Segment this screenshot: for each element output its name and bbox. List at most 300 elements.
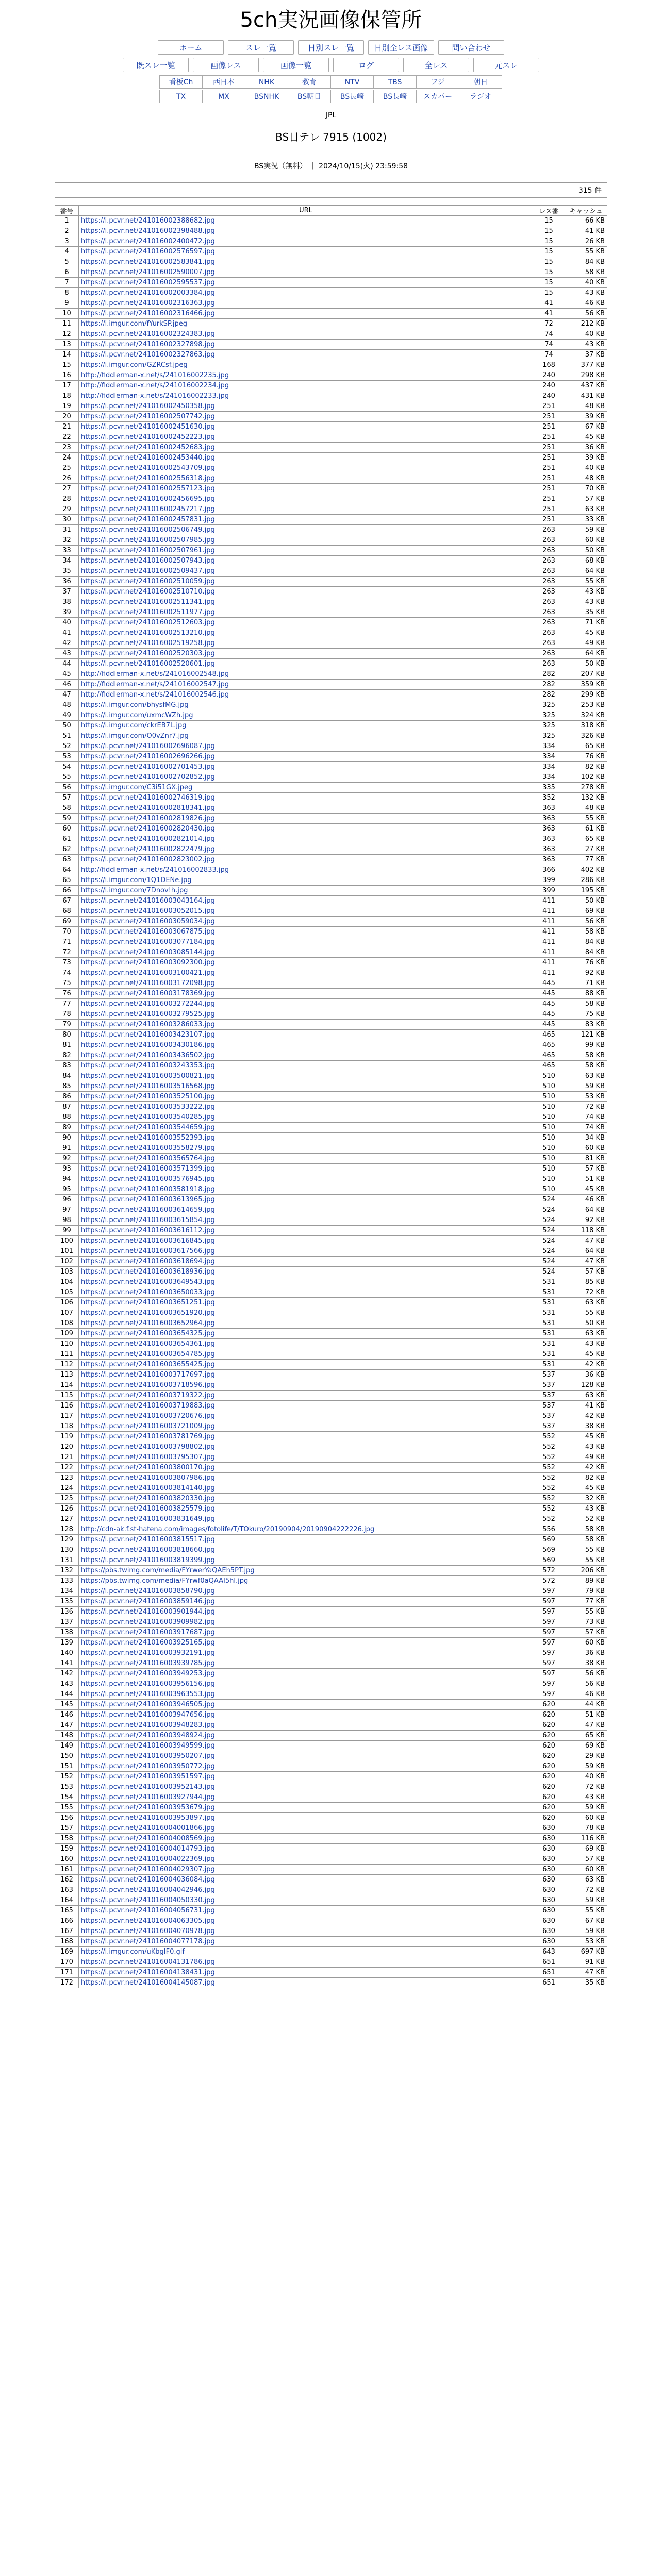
- row-cache-size: 58 KB: [565, 267, 607, 278]
- image-link[interactable]: https://i.pcvr.net/241016003565764.jpg: [81, 1155, 215, 1162]
- table-row: [55, 515, 607, 525]
- row-cache-size: 431 KB: [565, 391, 607, 401]
- image-link[interactable]: https://i.pcvr.net/241016003067875.jpg: [81, 928, 215, 936]
- channel-button-2-2[interactable]: BSNHK: [245, 90, 288, 103]
- image-link[interactable]: https://i.pcvr.net/241016003430186.jpg: [81, 1041, 215, 1049]
- image-link[interactable]: https://i.pcvr.net/241016003795307.jpg: [81, 1453, 215, 1461]
- image-link[interactable]: https://i.pcvr.net/241016003436502.jpg: [81, 1052, 215, 1059]
- row-cache-size: 60 KB: [565, 535, 607, 546]
- image-link[interactable]: https://i.imgur.com/GZRCsf.jpeg: [81, 361, 188, 369]
- image-link[interactable]: http://fiddlerman-x.net/s/241016002833.jpg: [81, 866, 229, 874]
- table-row: [55, 381, 607, 391]
- row-res-number: 251: [533, 484, 565, 494]
- row-number: 54: [55, 762, 79, 772]
- row-number: 64: [55, 865, 79, 875]
- row-res-number: 531: [533, 1277, 565, 1287]
- row-url-cell: [79, 360, 533, 370]
- image-link[interactable]: https://i.pcvr.net/241016003717697.jpg: [81, 1371, 215, 1379]
- image-link[interactable]: https://i.pcvr.net/241016003825579.jpg: [81, 1505, 215, 1513]
- image-link[interactable]: https://i.pcvr.net/241016003614659.jpg: [81, 1206, 215, 1214]
- image-link[interactable]: http://fiddlerman-x.net/s/241016002235.jpg: [81, 371, 229, 379]
- image-link[interactable]: https://i.pcvr.net/241016002590007.jpg: [81, 268, 215, 276]
- row-cache-size: 63 KB: [565, 1298, 607, 1308]
- image-link[interactable]: https://i.pcvr.net/241016003858790.jpg: [81, 1587, 215, 1595]
- image-link[interactable]: https://i.pcvr.net/241016003953897.jpg: [81, 1814, 215, 1822]
- channel-button-4[interactable]: NTV: [330, 75, 374, 89]
- image-link[interactable]: https://i.pcvr.net/241016002457217.jpg: [81, 505, 215, 513]
- image-link[interactable]: https://i.pcvr.net/241016003651251.jpg: [81, 1299, 215, 1307]
- image-link[interactable]: https://i.pcvr.net/241016002451630.jpg: [81, 423, 215, 431]
- channel-button-1[interactable]: 西日本: [202, 75, 245, 89]
- image-link[interactable]: https://i.pcvr.net/241016003544659.jpg: [81, 1124, 215, 1131]
- image-link[interactable]: https://i.pcvr.net/241016003616845.jpg: [81, 1237, 215, 1245]
- image-link[interactable]: https://i.pcvr.net/241016002003384.jpg: [81, 289, 215, 297]
- image-link[interactable]: http://fiddlerman-x.net/s/241016002233.jpg: [81, 392, 229, 400]
- row-res-number: 263: [533, 556, 565, 566]
- row-url-cell: [79, 1782, 533, 1792]
- image-link[interactable]: https://i.pcvr.net/241016003814140.jpg: [81, 1484, 215, 1492]
- row-cache-size: 45 KB: [565, 1349, 607, 1360]
- nav-row-2: [0, 58, 662, 72]
- row-res-number: 263: [533, 638, 565, 649]
- image-link[interactable]: https://i.pcvr.net/241016003950207.jpg: [81, 1752, 215, 1760]
- channel-button-2-6[interactable]: スカパー: [416, 90, 459, 103]
- image-link[interactable]: https://i.pcvr.net/241016004063305.jpg: [81, 1917, 215, 1925]
- nav-button-0[interactable]: ホーム: [158, 40, 224, 55]
- row-number: 68: [55, 906, 79, 917]
- image-link[interactable]: https://i.pcvr.net/241016002696087.jpg: [81, 742, 215, 750]
- channel-button-2-0[interactable]: TX: [159, 90, 203, 103]
- table-row: [55, 1133, 607, 1143]
- channel-button-0[interactable]: 看板Ch: [159, 75, 203, 89]
- image-link[interactable]: https://i.pcvr.net/241016003525100.jpg: [81, 1093, 215, 1100]
- row-cache-size: 38 KB: [565, 1421, 607, 1432]
- channel-button-2-4[interactable]: BS長崎: [330, 90, 374, 103]
- image-link[interactable]: https://i.pcvr.net/241016003617566.jpg: [81, 1247, 215, 1255]
- image-link[interactable]: https://i.pcvr.net/241016002511341.jpg: [81, 598, 215, 606]
- image-link[interactable]: https://pbs.twimg.com/media/FYrwf0aQAAI5hl.jpg: [81, 1577, 249, 1585]
- image-link[interactable]: https://i.pcvr.net/241016002702852.jpg: [81, 773, 215, 781]
- row-url-cell: [79, 906, 533, 917]
- row-res-number: 531: [533, 1318, 565, 1329]
- image-link[interactable]: https://i.pcvr.net/241016003613965.jpg: [81, 1196, 215, 1204]
- table-row: [55, 360, 607, 370]
- image-link[interactable]: http://cdn-ak.f.st-hatena.com/images/fotolife/T/TOkuro/20190904/20190904222226.jpg: [81, 1526, 375, 1533]
- row-cache-size: 45 KB: [565, 628, 607, 638]
- channel-button-5[interactable]: TBS: [373, 75, 417, 89]
- nav-button-2[interactable]: 日別スレ一覧: [298, 40, 364, 55]
- channel-button-3[interactable]: 教育: [288, 75, 331, 89]
- image-link[interactable]: https://i.pcvr.net/241016003615854.jpg: [81, 1216, 215, 1224]
- row-res-number: 363: [533, 855, 565, 865]
- row-res-number: 251: [533, 504, 565, 515]
- image-link[interactable]: https://i.pcvr.net/241016003052015.jpg: [81, 907, 215, 915]
- image-link[interactable]: https://i.pcvr.net/241016002520303.jpg: [81, 650, 215, 657]
- image-link[interactable]: https://i.pcvr.net/241016002456695.jpg: [81, 495, 215, 503]
- image-link[interactable]: https://i.pcvr.net/241016003963553.jpg: [81, 1690, 215, 1698]
- image-link[interactable]: https://i.pcvr.net/241016002316363.jpg: [81, 299, 215, 307]
- table-row: [55, 741, 607, 752]
- image-link[interactable]: https://i.pcvr.net/241016003721009.jpg: [81, 1422, 215, 1430]
- table-row: [55, 535, 607, 546]
- row-url-cell: [79, 865, 533, 875]
- nav-button-3[interactable]: 日別全レス画像: [368, 40, 434, 55]
- table-row: [55, 1834, 607, 1844]
- image-link[interactable]: https://i.pcvr.net/241016002701453.jpg: [81, 763, 215, 771]
- channel-button-2[interactable]: NHK: [245, 75, 288, 89]
- image-link[interactable]: https://i.pcvr.net/241016002324383.jpg: [81, 330, 215, 338]
- image-link[interactable]: https://i.pcvr.net/241016004077178.jpg: [81, 1938, 215, 1945]
- image-link[interactable]: https://i.pcvr.net/241016002576597.jpg: [81, 248, 215, 256]
- image-link[interactable]: https://i.pcvr.net/241016003952143.jpg: [81, 1783, 215, 1791]
- row-res-number: 263: [533, 628, 565, 638]
- row-res-number: 251: [533, 463, 565, 473]
- image-link[interactable]: https://i.pcvr.net/241016002506749.jpg: [81, 526, 215, 534]
- image-link[interactable]: https://i.pcvr.net/241016002510059.jpg: [81, 578, 215, 585]
- image-link[interactable]: https://i.pcvr.net/241016003946505.jpg: [81, 1701, 215, 1708]
- image-link[interactable]: https://i.pcvr.net/241016003092300.jpg: [81, 959, 215, 967]
- image-link[interactable]: https://i.pcvr.net/241016004070978.jpg: [81, 1927, 215, 1935]
- image-link[interactable]: https://i.pcvr.net/241016002507943.jpg: [81, 557, 215, 565]
- image-link[interactable]: http://fiddlerman-x.net/s/241016002548.jpg: [81, 670, 229, 678]
- image-link[interactable]: https://i.pcvr.net/241016004042946.jpg: [81, 1886, 215, 1894]
- image-link[interactable]: https://i.pcvr.net/241016003948924.jpg: [81, 1732, 215, 1739]
- image-link[interactable]: https://i.pcvr.net/241016002556318.jpg: [81, 474, 215, 482]
- channel-button-7[interactable]: 朝日: [459, 75, 502, 89]
- row-res-number: 531: [533, 1339, 565, 1349]
- channel-button-2-1[interactable]: MX: [202, 90, 245, 103]
- image-link[interactable]: https://i.imgur.com/uxmcWZh.jpg: [81, 711, 193, 719]
- nav-button-2-3[interactable]: ログ: [333, 58, 399, 72]
- row-res-number: 15: [533, 226, 565, 236]
- image-link[interactable]: https://i.pcvr.net/241016003939785.jpg: [81, 1659, 215, 1667]
- image-link[interactable]: https://i.pcvr.net/241016003178369.jpg: [81, 990, 215, 997]
- image-link[interactable]: https://i.pcvr.net/241016003815517.jpg: [81, 1536, 215, 1544]
- image-link[interactable]: https://i.pcvr.net/241016003781769.jpg: [81, 1433, 215, 1440]
- row-res-number: 411: [533, 937, 565, 947]
- row-cache-size: 63 KB: [565, 1391, 607, 1401]
- image-link[interactable]: https://i.imgur.com/C3i51GX.jpeg: [81, 784, 193, 791]
- row-number: 38: [55, 597, 79, 607]
- row-url-cell: [79, 1865, 533, 1875]
- row-url-cell: [79, 989, 533, 999]
- table-row: [55, 1854, 607, 1865]
- image-link[interactable]: https://i.pcvr.net/241016002513210.jpg: [81, 629, 215, 637]
- table-row: [55, 752, 607, 762]
- image-link[interactable]: https://i.pcvr.net/241016003807986.jpg: [81, 1474, 215, 1482]
- image-link[interactable]: https://i.pcvr.net/241016003820330.jpg: [81, 1495, 215, 1502]
- image-link[interactable]: https://i.pcvr.net/241016003909982.jpg: [81, 1618, 215, 1626]
- image-link[interactable]: https://i.pcvr.net/241016003618694.jpg: [81, 1258, 215, 1265]
- row-res-number: 537: [533, 1401, 565, 1411]
- image-link[interactable]: https://i.pcvr.net/241016003655425.jpg: [81, 1361, 215, 1368]
- image-link[interactable]: https://i.pcvr.net/241016004056731.jpg: [81, 1907, 215, 1914]
- image-link[interactable]: https://i.pcvr.net/241016003558279.jpg: [81, 1144, 215, 1152]
- image-link[interactable]: https://i.pcvr.net/241016003932191.jpg: [81, 1649, 215, 1657]
- row-cache-size: 64 KB: [565, 649, 607, 659]
- row-res-number: 569: [533, 1545, 565, 1555]
- image-link[interactable]: https://i.pcvr.net/241016003576945.jpg: [81, 1175, 215, 1183]
- row-cache-size: 70 KB: [565, 484, 607, 494]
- nav-button-2-0[interactable]: 既スレ一覧: [123, 58, 189, 72]
- image-link[interactable]: https://i.pcvr.net/241016003500821.jpg: [81, 1072, 215, 1080]
- image-link[interactable]: https://i.pcvr.net/241016003831649.jpg: [81, 1515, 215, 1523]
- image-link[interactable]: https://i.pcvr.net/241016002452683.jpg: [81, 444, 215, 451]
- image-link[interactable]: https://i.pcvr.net/241016003059034.jpg: [81, 918, 215, 925]
- image-link[interactable]: https://i.pcvr.net/241016003616112.jpg: [81, 1227, 215, 1234]
- nav-button-2-5[interactable]: 元スレ: [473, 58, 539, 72]
- image-link[interactable]: https://i.pcvr.net/241016002820430.jpg: [81, 825, 215, 833]
- row-res-number: 251: [533, 453, 565, 463]
- image-link[interactable]: https://i.pcvr.net/241016002746319.jpg: [81, 794, 215, 802]
- table-row: [55, 638, 607, 649]
- row-number: 167: [55, 1926, 79, 1937]
- header-cache: キャッシュ: [565, 206, 607, 216]
- image-link[interactable]: https://i.pcvr.net/241016002507985.jpg: [81, 536, 215, 544]
- row-number: 171: [55, 1968, 79, 1978]
- image-link[interactable]: https://i.pcvr.net/241016003423107.jpg: [81, 1031, 215, 1039]
- row-res-number: 363: [533, 803, 565, 814]
- row-cache-size: 60 KB: [565, 1813, 607, 1823]
- row-cache-size: 43 KB: [565, 587, 607, 597]
- row-res-number: 15: [533, 278, 565, 288]
- image-link[interactable]: https://i.pcvr.net/241016002452223.jpg: [81, 433, 215, 441]
- image-link[interactable]: https://i.pcvr.net/241016002450358.jpg: [81, 402, 215, 410]
- row-cache-size: 55 KB: [565, 1555, 607, 1566]
- row-cache-size: 47 KB: [565, 1257, 607, 1267]
- row-url-cell: [79, 762, 533, 772]
- image-link[interactable]: https://i.pcvr.net/241016002543709.jpg: [81, 464, 215, 472]
- row-res-number: 445: [533, 989, 565, 999]
- image-link[interactable]: https://i.pcvr.net/241016003925165.jpg: [81, 1639, 215, 1647]
- image-link[interactable]: https://i.pcvr.net/241016003533222.jpg: [81, 1103, 215, 1111]
- row-number: 65: [55, 875, 79, 886]
- image-link[interactable]: https://i.pcvr.net/241016003719883.jpg: [81, 1402, 215, 1410]
- image-link[interactable]: https://i.pcvr.net/241016003652964.jpg: [81, 1319, 215, 1327]
- image-link[interactable]: https://i.pcvr.net/241016003718596.jpg: [81, 1381, 215, 1389]
- row-url-cell: [79, 515, 533, 525]
- row-number: 154: [55, 1792, 79, 1803]
- image-link[interactable]: https://i.pcvr.net/241016002819826.jpg: [81, 815, 215, 822]
- row-url-cell: [79, 1813, 533, 1823]
- image-link[interactable]: http://fiddlerman-x.net/s/241016002547.jpg: [81, 681, 229, 688]
- image-link[interactable]: https://i.pcvr.net/241016003901944.jpg: [81, 1608, 215, 1616]
- image-link[interactable]: https://i.pcvr.net/241016004029307.jpg: [81, 1866, 215, 1873]
- image-link[interactable]: https://i.pcvr.net/241016004014793.jpg: [81, 1845, 215, 1853]
- table-row: [55, 710, 607, 721]
- image-link[interactable]: https://i.pcvr.net/241016003085144.jpg: [81, 948, 215, 956]
- image-link[interactable]: https://i.pcvr.net/241016003950772.jpg: [81, 1762, 215, 1770]
- row-cache-size: 50 KB: [565, 659, 607, 669]
- table-row: [55, 1205, 607, 1215]
- image-link[interactable]: https://i.pcvr.net/241016003172098.jpg: [81, 979, 215, 987]
- site-title[interactable]: 5ch実況画像保管所: [240, 8, 422, 32]
- image-link[interactable]: https://i.pcvr.net/241016003719322.jpg: [81, 1392, 215, 1399]
- image-link[interactable]: https://i.imgur.com/7Dnov!h.jpg: [81, 887, 188, 894]
- row-number: 143: [55, 1679, 79, 1689]
- image-link[interactable]: https://i.pcvr.net/241016003279525.jpg: [81, 1010, 215, 1018]
- image-link[interactable]: https://i.pcvr.net/241016002511977.jpg: [81, 608, 215, 616]
- image-link[interactable]: https://i.pcvr.net/241016003819399.jpg: [81, 1556, 215, 1564]
- row-cache-size: 63 KB: [565, 504, 607, 515]
- image-link[interactable]: https://i.pcvr.net/241016003654785.jpg: [81, 1350, 215, 1358]
- image-link[interactable]: https://i.pcvr.net/241016003618936.jpg: [81, 1268, 215, 1276]
- row-url-cell: [79, 1349, 533, 1360]
- image-link[interactable]: https://i.pcvr.net/241016002316466.jpg: [81, 310, 215, 317]
- row-cache-size: 55 KB: [565, 1906, 607, 1916]
- row-number: 48: [55, 700, 79, 710]
- row-res-number: 531: [533, 1329, 565, 1339]
- channel-button-2-7[interactable]: ラジオ: [459, 90, 502, 103]
- nav-button-2-1[interactable]: 画像レス: [193, 58, 259, 72]
- row-number: 145: [55, 1700, 79, 1710]
- row-number: 34: [55, 556, 79, 566]
- row-number: 81: [55, 1040, 79, 1050]
- table-row: [55, 1813, 607, 1823]
- image-link[interactable]: https://i.pcvr.net/241016003948283.jpg: [81, 1721, 215, 1729]
- image-link[interactable]: https://i.pcvr.net/241016003649543.jpg: [81, 1278, 215, 1286]
- row-cache-size: 45 KB: [565, 1184, 607, 1195]
- image-link[interactable]: https://i.pcvr.net/241016003043164.jpg: [81, 897, 215, 905]
- nav-button-2-2[interactable]: 画像一覧: [263, 58, 329, 72]
- image-link[interactable]: https://i.pcvr.net/241016002507961.jpg: [81, 547, 215, 554]
- row-cache-size: 377 KB: [565, 360, 607, 370]
- image-link[interactable]: https://i.pcvr.net/241016003949599.jpg: [81, 1742, 215, 1750]
- image-link[interactable]: https://i.pcvr.net/241016002595537.jpg: [81, 279, 215, 286]
- image-link[interactable]: https://i.imgur.com/O0vZnr7.jpg: [81, 732, 189, 740]
- image-link[interactable]: http://fiddlerman-x.net/s/241016002546.jpg: [81, 691, 229, 699]
- image-link[interactable]: https://i.pcvr.net/241016002400472.jpg: [81, 238, 215, 245]
- row-number: 155: [55, 1803, 79, 1813]
- channel-button-2-3[interactable]: BS朝日: [288, 90, 331, 103]
- image-link[interactable]: https://i.pcvr.net/241016004008569.jpg: [81, 1835, 215, 1842]
- image-link[interactable]: https://i.pcvr.net/241016003650033.jpg: [81, 1289, 215, 1296]
- image-link[interactable]: https://i.pcvr.net/241016002398488.jpg: [81, 227, 215, 235]
- image-link[interactable]: https://i.pcvr.net/241016004138431.jpg: [81, 1969, 215, 1976]
- image-link[interactable]: https://i.pcvr.net/241016003100421.jpg: [81, 969, 215, 977]
- table-row: [55, 1741, 607, 1751]
- image-link[interactable]: https://i.pcvr.net/241016004022369.jpg: [81, 1855, 215, 1863]
- row-res-number: 334: [533, 772, 565, 783]
- row-number: 74: [55, 968, 79, 978]
- image-link[interactable]: https://i.pcvr.net/241016003581918.jpg: [81, 1185, 215, 1193]
- image-link[interactable]: https://i.imgur.com/1Q1DENe.jpg: [81, 876, 192, 884]
- image-link[interactable]: https://i.pcvr.net/241016002327863.jpg: [81, 351, 215, 359]
- image-link[interactable]: https://i.pcvr.net/241016002520601.jpg: [81, 660, 215, 668]
- row-cache-size: 74 KB: [565, 1123, 607, 1133]
- row-res-number: 74: [533, 340, 565, 350]
- image-link[interactable]: https://i.pcvr.net/241016002818341.jpg: [81, 804, 215, 812]
- row-url-cell: [79, 1133, 533, 1143]
- image-link[interactable]: https://i.pcvr.net/241016003651920.jpg: [81, 1309, 215, 1317]
- image-link[interactable]: https://i.pcvr.net/241016002388682.jpg: [81, 217, 215, 225]
- image-link[interactable]: https://i.pcvr.net/241016003516568.jpg: [81, 1082, 215, 1090]
- table-row: [55, 1411, 607, 1421]
- image-link[interactable]: https://i.pcvr.net/241016003552393.jpg: [81, 1134, 215, 1142]
- image-link[interactable]: https://i.pcvr.net/241016003951597.jpg: [81, 1773, 215, 1781]
- image-link[interactable]: https://i.pcvr.net/241016004050330.jpg: [81, 1896, 215, 1904]
- image-link[interactable]: https://i.pcvr.net/241016003800170.jpg: [81, 1464, 215, 1471]
- image-link[interactable]: https://i.imgur.com/uKbgIF0.gif: [81, 1948, 185, 1956]
- image-link[interactable]: https://i.pcvr.net/241016002823002.jpg: [81, 856, 215, 863]
- image-link[interactable]: https://i.pcvr.net/241016004131786.jpg: [81, 1958, 215, 1966]
- image-link[interactable]: https://i.pcvr.net/241016002583841.jpg: [81, 258, 215, 266]
- image-link[interactable]: https://i.pcvr.net/241016003947656.jpg: [81, 1711, 215, 1719]
- image-link[interactable]: https://i.pcvr.net/241016003571399.jpg: [81, 1165, 215, 1173]
- image-link[interactable]: https://i.pcvr.net/241016002822479.jpg: [81, 845, 215, 853]
- image-link[interactable]: https://i.pcvr.net/241016003927944.jpg: [81, 1793, 215, 1801]
- row-cache-size: 43 KB: [565, 340, 607, 350]
- image-link[interactable]: https://i.pcvr.net/241016004145087.jpg: [81, 1979, 215, 1987]
- image-link[interactable]: https://i.pcvr.net/241016002696266.jpg: [81, 753, 215, 760]
- row-url-cell: [79, 1030, 533, 1040]
- nav-button-4[interactable]: 問い合わせ: [438, 40, 504, 55]
- row-number: 35: [55, 566, 79, 577]
- image-link[interactable]: https://i.pcvr.net/241016002821014.jpg: [81, 835, 215, 843]
- image-link[interactable]: http://fiddlerman-x.net/s/241016002234.jpg: [81, 382, 229, 389]
- image-link[interactable]: https://i.pcvr.net/241016003654325.jpg: [81, 1330, 215, 1337]
- image-link[interactable]: https://i.pcvr.net/241016003949253.jpg: [81, 1670, 215, 1677]
- image-link[interactable]: https://i.pcvr.net/241016003818660.jpg: [81, 1546, 215, 1554]
- image-link[interactable]: https://i.pcvr.net/241016002453440.jpg: [81, 454, 215, 462]
- table-row: [55, 1349, 607, 1360]
- channel-button-2-5[interactable]: BS長崎: [373, 90, 417, 103]
- image-link[interactable]: https://i.pcvr.net/241016004036084.jpg: [81, 1876, 215, 1884]
- image-link[interactable]: https://i.pcvr.net/241016003243353.jpg: [81, 1062, 215, 1070]
- nav-button-1[interactable]: スレ一覧: [228, 40, 294, 55]
- image-link[interactable]: https://i.pcvr.net/241016003720676.jpg: [81, 1412, 215, 1420]
- image-link[interactable]: https://i.imgur.com/bhysfMG.jpg: [81, 701, 189, 709]
- image-link[interactable]: https://i.imgur.com/fYurkSP.jpeg: [81, 320, 187, 328]
- image-link[interactable]: https://i.pcvr.net/241016003654361.jpg: [81, 1340, 215, 1348]
- row-number: 169: [55, 1947, 79, 1957]
- row-res-number: 510: [533, 1133, 565, 1143]
- row-url-cell: [79, 1957, 533, 1968]
- image-link[interactable]: https://i.pcvr.net/241016002327898.jpg: [81, 341, 215, 348]
- image-link[interactable]: https://i.pcvr.net/241016002509437.jpg: [81, 567, 215, 575]
- table-row: [55, 1731, 607, 1741]
- row-number: 18: [55, 391, 79, 401]
- row-res-number: 411: [533, 947, 565, 958]
- image-link[interactable]: https://i.pcvr.net/241016002519258.jpg: [81, 639, 215, 647]
- image-link[interactable]: https://i.pcvr.net/241016003953679.jpg: [81, 1804, 215, 1811]
- row-url-cell: [79, 1391, 533, 1401]
- image-link[interactable]: https://i.pcvr.net/241016003540285.jpg: [81, 1113, 215, 1121]
- image-link[interactable]: https://i.pcvr.net/241016003077184.jpg: [81, 938, 215, 946]
- image-link[interactable]: https://i.pcvr.net/241016003272244.jpg: [81, 1000, 215, 1008]
- image-link[interactable]: https://i.pcvr.net/241016002507742.jpg: [81, 413, 215, 420]
- table-row: [55, 855, 607, 865]
- image-link[interactable]: https://i.pcvr.net/241016003956156.jpg: [81, 1680, 215, 1688]
- row-number: 39: [55, 607, 79, 618]
- row-cache-size: 49 KB: [565, 638, 607, 649]
- image-link[interactable]: https://i.pcvr.net/241016004001866.jpg: [81, 1824, 215, 1832]
- image-link[interactable]: https://i.pcvr.net/241016002510710.jpg: [81, 588, 215, 596]
- image-link[interactable]: https://i.imgur.com/ckrEB7L.jpg: [81, 722, 187, 730]
- image-link[interactable]: https://pbs.twimg.com/media/FYrwerYaQAEh5PT.jpg: [81, 1567, 255, 1574]
- image-link[interactable]: https://i.pcvr.net/241016003859146.jpg: [81, 1598, 215, 1605]
- image-link[interactable]: https://i.pcvr.net/241016002557123.jpg: [81, 485, 215, 493]
- image-link[interactable]: https://i.pcvr.net/241016003286033.jpg: [81, 1021, 215, 1028]
- image-link[interactable]: https://i.pcvr.net/241016002457831.jpg: [81, 516, 215, 523]
- channel-button-6[interactable]: フジ: [416, 75, 459, 89]
- image-link[interactable]: https://i.pcvr.net/241016003917687.jpg: [81, 1629, 215, 1636]
- row-url-cell: [79, 267, 533, 278]
- nav-button-2-4[interactable]: 全レス: [403, 58, 469, 72]
- row-res-number: 510: [533, 1174, 565, 1184]
- image-link[interactable]: https://i.pcvr.net/241016002512603.jpg: [81, 619, 215, 626]
- image-link[interactable]: https://i.pcvr.net/241016003798802.jpg: [81, 1443, 215, 1451]
